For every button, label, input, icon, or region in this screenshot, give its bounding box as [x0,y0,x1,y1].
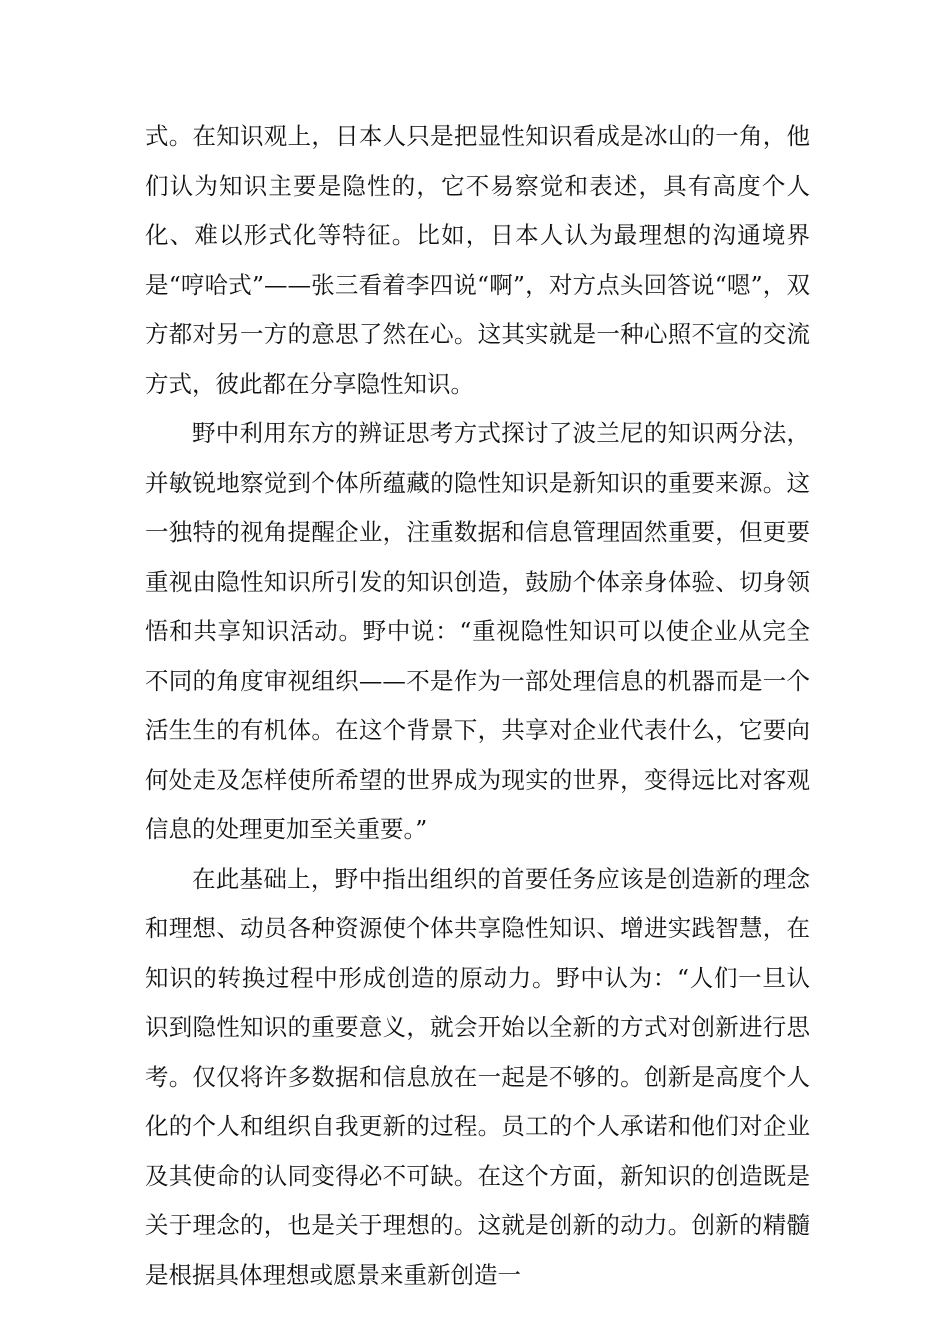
document-body [145,112,810,1300]
paragraph-1: 式。在知识观上，日本人只是把显性知识看成是冰山的一角，他们认为知识主要是隐性的，它不易察觉和表述，具有高度个人化、难以形式化等特征。比如，日本人认为最理想的沟通境界是“哼哈式”——张三看着李四说“啊”，对方点头回答说“嗯”，双方都对另一方的意思了然在心。这其实就是一种心照不宣的交流方式，彼此都在分享隐性知识。 [145,122,810,398]
paragraph-3: 在此基础上，野中指出组织的首要任务应该是创造新的理念和理想、动员各种资源使个体共享隐性知识、增进实践智慧，在知识的转换过程中形成创造的原动力。野中认为：“人们一旦认识到隐性知识的重要意义，就会开始以全新的方式对创新进行思考。仅仅将许多数据和信息放在一起是不够的。创新是高度个人化的个人和组织自我更新的过程。员工的个人承诺和他们对企业及其使命的认同变得必不可缺。在这个方面，新知识的创造既是关于理念的，也是关于理想的。这就是创新的动力。创新的精髓是根据具体理想或愿景来重新创造一 [145,864,810,1289]
paragraph-2: 野中利用东方的辨证思考方式探讨了波兰尼的知识两分法，并敏锐地察觉到个体所蕴藏的隐性知识是新知识的重要来源。这一独特的视角提醒企业，注重数据和信息管理固然重要，但更要重视由隐性知识所引发的知识创造，鼓励个体亲身体验、切身领悟和共享知识活动。野中说：“重视隐性知识可以使企业从完全不同的角度审视组织——不是作为一部处理信息的机器而是一个活生生的有机体。在这个背景下，共享对企业代表什么，它要向何处走及怎样使所希望的世界成为现实的世界，变得远比对客观信息的处理更加至关重要。” [145,419,810,843]
